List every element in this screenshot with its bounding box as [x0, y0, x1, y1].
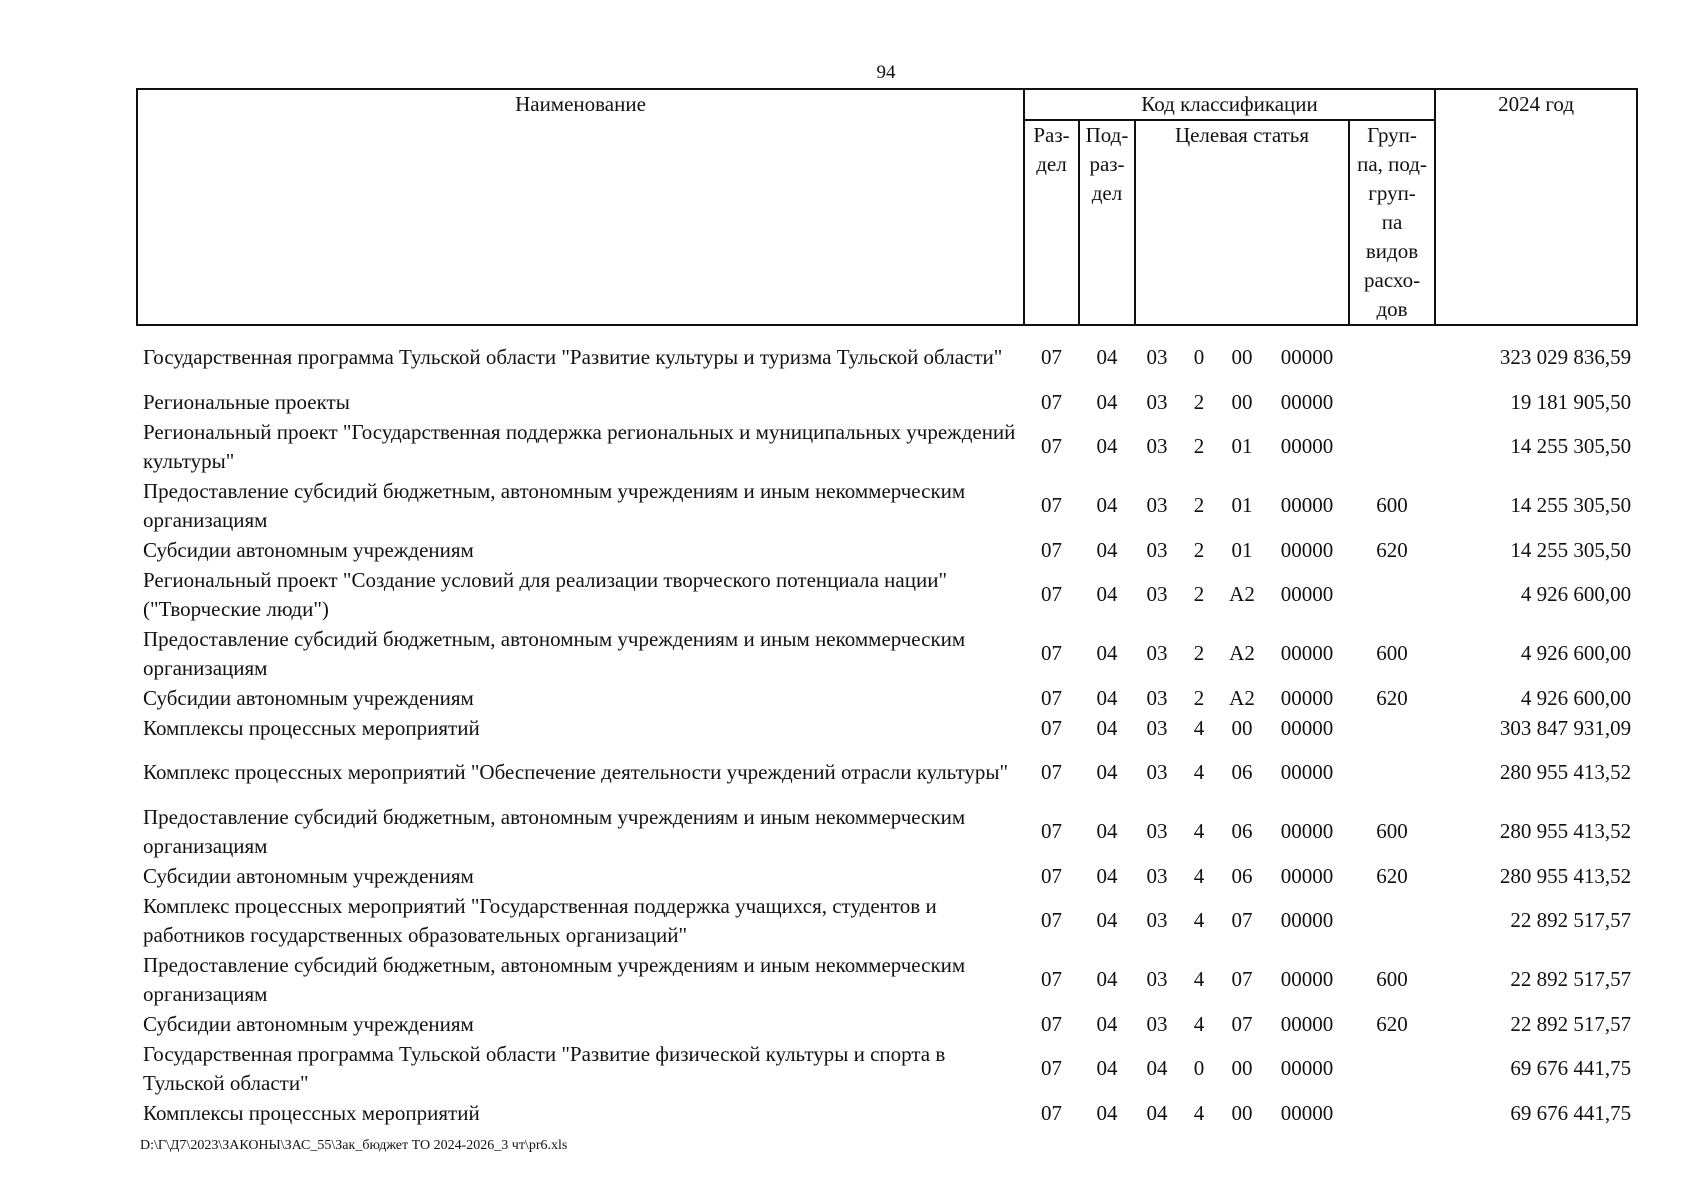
row-podrazdel: 04 [1096, 537, 1118, 562]
row-razdel: 07 [1041, 908, 1062, 932]
page-number: 94 [876, 62, 896, 83]
row-code-type: 2 [1193, 641, 1205, 665]
row-code-direction: 00000 [1280, 582, 1334, 606]
row-code-direction: 00000 [1280, 1056, 1334, 1080]
budget-table [136, 88, 1638, 1128]
row-code-element: А2 [1229, 685, 1255, 710]
row-code-type: 4 [1193, 819, 1205, 843]
row-code-direction: 00000 [1280, 908, 1334, 932]
row-code-program: 03 [1146, 685, 1168, 710]
row-name: Комплексы процессных мероприятий [143, 1100, 480, 1125]
row-expense-group: 620 [1376, 863, 1408, 888]
row-code-direction: 00000 [1280, 685, 1334, 710]
row-amount: 22 892 517,57 [1510, 908, 1632, 932]
row-name: Комплекс процессных мероприятий "Обеспечение деятельности учреждений отрасли культуры" [143, 760, 1009, 784]
row-razdel: 07 [1041, 715, 1062, 740]
row-podrazdel: 04 [1096, 1056, 1118, 1080]
row-podrazdel: 04 [1096, 819, 1118, 843]
header-expense-group: Груп- па, под- груп- па видов расхо- дов [1349, 120, 1435, 325]
row-name: Государственная программа Тульской области "Развитие культуры и туризма Тульской области" [143, 345, 1003, 369]
row-code-program: 03 [1146, 715, 1168, 740]
table-row [137, 861, 1637, 891]
row-expense-group: 600 [1376, 641, 1408, 665]
header-target-article: Целевая статья [1135, 120, 1349, 325]
row-expense-group [1349, 387, 1435, 417]
row-code-direction: 00000 [1280, 434, 1334, 458]
row-code-element: 01 [1231, 537, 1253, 562]
row-expense-group: 620 [1376, 537, 1408, 562]
row-code-direction: 00000 [1280, 715, 1334, 740]
table-header [137, 89, 1637, 325]
row-podrazdel: 04 [1096, 685, 1118, 710]
row-code-type: 4 [1193, 967, 1205, 991]
row-razdel: 07 [1041, 493, 1062, 517]
row-razdel: 07 [1041, 537, 1062, 562]
row-code-type: 4 [1193, 1100, 1205, 1125]
row-code-program: 04 [1146, 1056, 1168, 1080]
row-amount: 323 029 836,59 [1499, 345, 1632, 369]
row-expense-group [1349, 565, 1435, 624]
table-row [137, 1098, 1637, 1128]
table-row [137, 713, 1637, 743]
row-code-element: 07 [1231, 908, 1253, 932]
row-expense-group: 620 [1376, 1011, 1408, 1036]
row-code-program: 03 [1146, 389, 1168, 414]
row-code-program: 03 [1146, 863, 1168, 888]
row-amount: 14 255 305,50 [1510, 493, 1632, 517]
row-amount: 69 676 441,75 [1510, 1056, 1632, 1080]
row-razdel: 07 [1041, 389, 1062, 414]
table-row [137, 683, 1637, 713]
row-podrazdel: 04 [1096, 908, 1118, 932]
row-name: Субсидии автономным учреждениям [143, 863, 474, 888]
row-code-direction: 00000 [1280, 760, 1334, 784]
row-expense-group [1349, 417, 1435, 476]
row-expense-group: 600 [1376, 493, 1408, 517]
row-code-element: А2 [1229, 641, 1255, 665]
table-row [137, 325, 1637, 387]
row-razdel: 07 [1041, 1056, 1062, 1080]
row-code-element: 00 [1231, 345, 1253, 369]
row-amount: 69 676 441,75 [1510, 1100, 1632, 1125]
row-code-program: 03 [1146, 641, 1168, 665]
table-row [137, 535, 1637, 565]
row-code-element: 06 [1231, 819, 1253, 843]
row-amount: 280 955 413,52 [1499, 863, 1632, 888]
row-amount: 14 255 305,50 [1510, 537, 1632, 562]
row-code-type: 4 [1193, 908, 1205, 932]
row-razdel: 07 [1041, 1011, 1062, 1036]
row-name: Комплексы процессных мероприятий [143, 715, 480, 740]
row-amount: 22 892 517,57 [1510, 1011, 1632, 1036]
row-code-direction: 00000 [1280, 389, 1334, 414]
row-code-element: 07 [1231, 1011, 1253, 1036]
row-amount: 19 181 905,50 [1510, 389, 1632, 414]
row-name: Государственная программа Тульской области "Развитие физической культуры и спорта в Тульской области" [143, 1041, 946, 1095]
row-amount: 280 955 413,52 [1499, 760, 1632, 784]
row-razdel: 07 [1041, 685, 1062, 710]
row-code-program: 03 [1146, 819, 1168, 843]
row-expense-group: 600 [1376, 819, 1408, 843]
row-podrazdel: 04 [1096, 760, 1118, 784]
row-razdel: 07 [1041, 967, 1062, 991]
table-row [137, 891, 1637, 950]
row-code-element: 00 [1231, 715, 1253, 740]
row-code-program: 03 [1146, 434, 1168, 458]
row-code-type: 2 [1193, 685, 1205, 710]
row-code-program: 03 [1146, 760, 1168, 784]
row-amount: 280 955 413,52 [1499, 819, 1632, 843]
row-code-element: А2 [1229, 582, 1255, 606]
row-code-element: 00 [1231, 389, 1253, 414]
row-razdel: 07 [1041, 760, 1062, 784]
header-subsection: Под- раз- дел [1079, 120, 1135, 325]
header-year: 2024 год [1435, 89, 1637, 325]
row-code-program: 03 [1146, 493, 1168, 517]
row-code-element: 00 [1231, 1056, 1253, 1080]
row-podrazdel: 04 [1096, 345, 1118, 369]
row-expense-group [1349, 1039, 1435, 1098]
row-code-direction: 00000 [1280, 863, 1334, 888]
row-podrazdel: 04 [1096, 1011, 1118, 1036]
row-code-program: 03 [1146, 582, 1168, 606]
row-code-program: 03 [1146, 345, 1168, 369]
header-name: Наименование [137, 89, 1024, 325]
table-row [137, 565, 1637, 624]
row-podrazdel: 04 [1096, 967, 1118, 991]
row-amount: 4 926 600,00 [1520, 641, 1632, 665]
table-body [137, 325, 1637, 1128]
row-expense-group: 620 [1376, 685, 1408, 710]
row-code-element: 07 [1231, 967, 1253, 991]
row-name: Предоставление субсидий бюджетным, автономным учреждениям и иным некоммерческим организациям [143, 478, 966, 532]
row-code-program: 03 [1146, 1011, 1168, 1036]
row-code-type: 2 [1193, 434, 1205, 458]
row-code-type: 0 [1193, 345, 1205, 369]
row-name: Субсидии автономным учреждениям [143, 685, 474, 710]
table-row [137, 802, 1637, 861]
row-code-direction: 00000 [1280, 1100, 1334, 1125]
row-podrazdel: 04 [1096, 434, 1118, 458]
row-expense-group [1349, 713, 1435, 743]
row-podrazdel: 04 [1096, 1100, 1118, 1125]
row-name: Предоставление субсидий бюджетным, автономным учреждениям и иным некоммерческим организациям [143, 626, 966, 680]
row-expense-group [1349, 743, 1435, 802]
row-code-element: 01 [1231, 493, 1253, 517]
row-podrazdel: 04 [1096, 493, 1118, 517]
row-name: Субсидии автономным учреждениям [143, 537, 474, 562]
row-name: Субсидии автономным учреждениям [143, 1011, 474, 1036]
row-code-element: 00 [1231, 1100, 1253, 1125]
table-row [137, 743, 1637, 802]
table-row [137, 950, 1637, 1009]
row-code-type: 2 [1193, 537, 1205, 562]
row-code-type: 2 [1193, 389, 1205, 414]
row-name: Комплекс процессных мероприятий "Государственная поддержка учащихся, студентов и работников государственных образовательных организаций" [143, 893, 937, 947]
table-row [137, 624, 1637, 683]
row-code-type: 4 [1193, 863, 1205, 888]
row-expense-group [1349, 1098, 1435, 1128]
table-row [137, 387, 1637, 417]
row-expense-group [1349, 891, 1435, 950]
row-code-direction: 00000 [1280, 819, 1334, 843]
header-classification: Код классификации [1024, 89, 1435, 120]
row-razdel: 07 [1041, 345, 1062, 369]
row-expense-group [1349, 325, 1435, 387]
row-razdel: 07 [1041, 1100, 1062, 1125]
row-name: Предоставление субсидий бюджетным, автономным учреждениям и иным некоммерческим организациям [143, 804, 966, 858]
row-code-direction: 00000 [1280, 1011, 1334, 1036]
row-code-program: 04 [1146, 1100, 1168, 1125]
table-row [137, 476, 1637, 535]
row-code-direction: 00000 [1280, 493, 1334, 517]
table-row [137, 1009, 1637, 1039]
row-code-element: 06 [1231, 760, 1253, 784]
row-code-program: 03 [1146, 908, 1168, 932]
row-code-direction: 00000 [1280, 641, 1334, 665]
row-podrazdel: 04 [1096, 715, 1118, 740]
row-razdel: 07 [1041, 434, 1062, 458]
row-code-element: 01 [1231, 434, 1253, 458]
row-code-type: 2 [1193, 582, 1205, 606]
row-code-direction: 00000 [1280, 967, 1334, 991]
row-name: Региональный проект "Государственная поддержка региональных и муниципальных учреждений культуры" [143, 419, 1016, 473]
row-code-type: 4 [1193, 1011, 1205, 1036]
row-name: Предоставление субсидий бюджетным, автономным учреждениям и иным некоммерческим организациям [143, 952, 966, 1006]
row-podrazdel: 04 [1096, 389, 1118, 414]
row-expense-group: 600 [1376, 967, 1408, 991]
row-podrazdel: 04 [1096, 582, 1118, 606]
row-code-type: 0 [1193, 1056, 1205, 1080]
row-code-program: 03 [1146, 967, 1168, 991]
row-razdel: 07 [1041, 641, 1062, 665]
row-code-direction: 00000 [1280, 537, 1334, 562]
row-code-type: 4 [1193, 760, 1205, 784]
row-code-element: 06 [1231, 863, 1253, 888]
row-code-type: 2 [1193, 493, 1205, 517]
row-code-direction: 00000 [1280, 345, 1334, 369]
row-razdel: 07 [1041, 863, 1062, 888]
row-amount: 22 892 517,57 [1510, 967, 1632, 991]
row-razdel: 07 [1041, 819, 1062, 843]
row-amount: 4 926 600,00 [1520, 685, 1632, 710]
row-code-program: 03 [1146, 537, 1168, 562]
row-amount: 14 255 305,50 [1510, 434, 1632, 458]
row-podrazdel: 04 [1096, 863, 1118, 888]
row-name: Региональный проект "Создание условий для реализации творческого потенциала нации" ("Творческие люди") [143, 567, 948, 621]
row-razdel: 07 [1041, 582, 1062, 606]
file-path-footer: D:\Г\Д7\2023\ЗАКОНЫ\ЗАС_55\Зак_бюджет ТО 2024-2026_3 чт\pr6.xls [140, 1138, 568, 1153]
row-code-type: 4 [1193, 715, 1205, 740]
row-name: Региональные проекты [143, 389, 350, 414]
row-amount: 303 847 931,09 [1499, 715, 1632, 740]
table-row [137, 1039, 1637, 1098]
table-row [137, 417, 1637, 476]
row-amount: 4 926 600,00 [1520, 582, 1632, 606]
row-podrazdel: 04 [1096, 641, 1118, 665]
header-section: Раз- дел [1024, 120, 1079, 325]
